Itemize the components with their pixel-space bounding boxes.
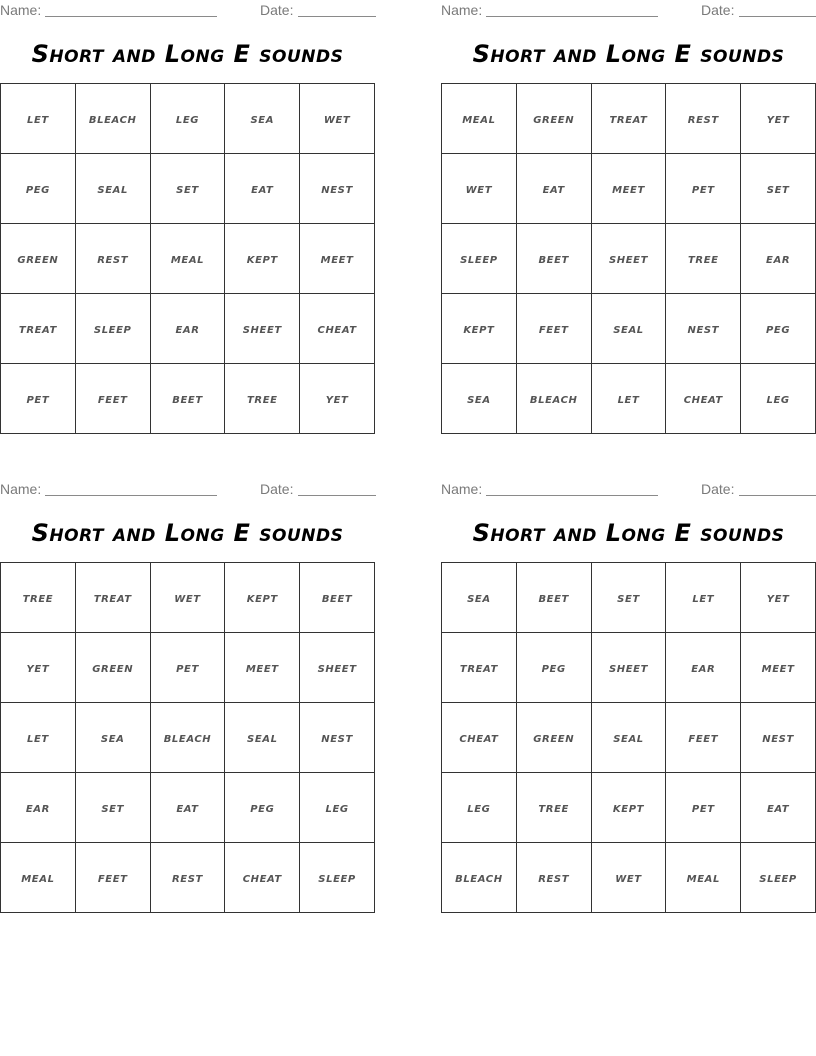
word-cell: cheat	[666, 364, 741, 434]
date-label: Date:	[701, 481, 735, 497]
card-title: Short and Long E sounds	[31, 40, 344, 68]
word-cell: leg	[300, 773, 375, 843]
word-cell: sheet	[592, 633, 667, 703]
word-cell: pet	[666, 154, 741, 224]
name-label: Name:	[0, 481, 42, 497]
word-cell: leg	[151, 84, 226, 154]
word-cell: seal	[592, 294, 667, 364]
word-cell: meet	[592, 154, 667, 224]
card-title: Short and Long E sounds	[472, 519, 785, 547]
word-cell: sheet	[300, 633, 375, 703]
word-cell: ear	[741, 224, 816, 294]
word-cell: peg	[517, 633, 592, 703]
name-blank-line	[45, 16, 217, 17]
word-cell: nest	[300, 154, 375, 224]
word-cell: rest	[666, 84, 741, 154]
word-cell: feet	[76, 364, 151, 434]
word-cell: beet	[151, 364, 226, 434]
word-cell: tree	[1, 563, 76, 633]
word-grid	[441, 83, 816, 434]
word-cell: sleep	[442, 224, 517, 294]
word-cell: ear	[151, 294, 226, 364]
date-blank-line	[298, 495, 376, 496]
word-grid	[441, 562, 816, 913]
word-cell: peg	[1, 154, 76, 224]
date-label: Date:	[701, 2, 735, 18]
word-cell: peg	[225, 773, 300, 843]
word-cell: rest	[151, 843, 226, 913]
word-cell: meal	[151, 224, 226, 294]
word-cell: let	[592, 364, 667, 434]
date-label: Date:	[260, 2, 294, 18]
word-cell: rest	[76, 224, 151, 294]
word-cell: set	[592, 563, 667, 633]
word-cell: bleach	[442, 843, 517, 913]
name-blank-line	[45, 495, 217, 496]
word-cell: meet	[225, 633, 300, 703]
word-grid	[0, 562, 375, 913]
word-cell: kept	[225, 224, 300, 294]
word-grid	[0, 83, 375, 434]
name-blank-line	[486, 495, 658, 496]
name-date-row	[441, 0, 816, 22]
word-cell: treat	[76, 563, 151, 633]
word-cell: tree	[225, 364, 300, 434]
word-cell: beet	[517, 563, 592, 633]
word-cell: let	[1, 84, 76, 154]
word-cell: bleach	[76, 84, 151, 154]
word-cell: cheat	[300, 294, 375, 364]
bingo-card	[441, 0, 816, 407]
word-cell: feet	[517, 294, 592, 364]
bingo-card	[0, 0, 375, 407]
word-cell: yet	[1, 633, 76, 703]
word-cell: ear	[666, 633, 741, 703]
word-cell: wet	[300, 84, 375, 154]
word-cell: tree	[666, 224, 741, 294]
word-cell: sleep	[76, 294, 151, 364]
word-cell: feet	[76, 843, 151, 913]
word-cell: let	[1, 703, 76, 773]
word-cell: seal	[592, 703, 667, 773]
word-cell: pet	[1, 364, 76, 434]
card-title: Short and Long E sounds	[472, 40, 785, 68]
word-cell: sheet	[592, 224, 667, 294]
bingo-card	[441, 479, 816, 886]
word-cell: green	[1, 224, 76, 294]
word-cell: eat	[517, 154, 592, 224]
word-cell: wet	[592, 843, 667, 913]
word-cell: sleep	[300, 843, 375, 913]
bingo-card	[0, 479, 375, 886]
word-cell: yet	[300, 364, 375, 434]
word-cell: nest	[741, 703, 816, 773]
word-cell: green	[517, 84, 592, 154]
word-cell: meal	[666, 843, 741, 913]
name-label: Name:	[441, 481, 483, 497]
word-cell: let	[666, 563, 741, 633]
word-cell: tree	[517, 773, 592, 843]
word-cell: yet	[741, 84, 816, 154]
word-cell: set	[151, 154, 226, 224]
word-cell: set	[741, 154, 816, 224]
name-date-row	[441, 479, 816, 501]
word-cell: rest	[517, 843, 592, 913]
date-label: Date:	[260, 481, 294, 497]
date-blank-line	[739, 16, 816, 17]
word-cell: cheat	[225, 843, 300, 913]
word-cell: kept	[592, 773, 667, 843]
word-cell: pet	[666, 773, 741, 843]
word-cell: meal	[1, 843, 76, 913]
word-cell: seal	[225, 703, 300, 773]
word-cell: meet	[300, 224, 375, 294]
name-blank-line	[486, 16, 658, 17]
name-label: Name:	[441, 2, 483, 18]
word-cell: cheat	[442, 703, 517, 773]
word-cell: set	[76, 773, 151, 843]
name-date-row	[0, 0, 375, 22]
word-cell: nest	[666, 294, 741, 364]
date-blank-line	[298, 16, 376, 17]
word-cell: sea	[442, 364, 517, 434]
word-cell: eat	[225, 154, 300, 224]
date-blank-line	[739, 495, 816, 496]
word-cell: wet	[442, 154, 517, 224]
word-cell: meal	[442, 84, 517, 154]
word-cell: sheet	[225, 294, 300, 364]
word-cell: nest	[300, 703, 375, 773]
word-cell: treat	[1, 294, 76, 364]
word-cell: kept	[225, 563, 300, 633]
word-cell: sea	[76, 703, 151, 773]
word-cell: beet	[300, 563, 375, 633]
name-label: Name:	[0, 2, 42, 18]
word-cell: meet	[741, 633, 816, 703]
word-cell: leg	[442, 773, 517, 843]
word-cell: seal	[76, 154, 151, 224]
word-cell: leg	[741, 364, 816, 434]
word-cell: sea	[225, 84, 300, 154]
word-cell: bleach	[151, 703, 226, 773]
word-cell: green	[76, 633, 151, 703]
word-cell: wet	[151, 563, 226, 633]
word-cell: green	[517, 703, 592, 773]
word-cell: treat	[592, 84, 667, 154]
word-cell: treat	[442, 633, 517, 703]
word-cell: eat	[741, 773, 816, 843]
word-cell: ear	[1, 773, 76, 843]
card-title: Short and Long E sounds	[31, 519, 344, 547]
word-cell: bleach	[517, 364, 592, 434]
word-cell: sleep	[741, 843, 816, 913]
word-cell: peg	[741, 294, 816, 364]
word-cell: kept	[442, 294, 517, 364]
word-cell: pet	[151, 633, 226, 703]
word-cell: feet	[666, 703, 741, 773]
name-date-row	[0, 479, 375, 501]
word-cell: sea	[442, 563, 517, 633]
word-cell: eat	[151, 773, 226, 843]
word-cell: yet	[741, 563, 816, 633]
word-cell: beet	[517, 224, 592, 294]
